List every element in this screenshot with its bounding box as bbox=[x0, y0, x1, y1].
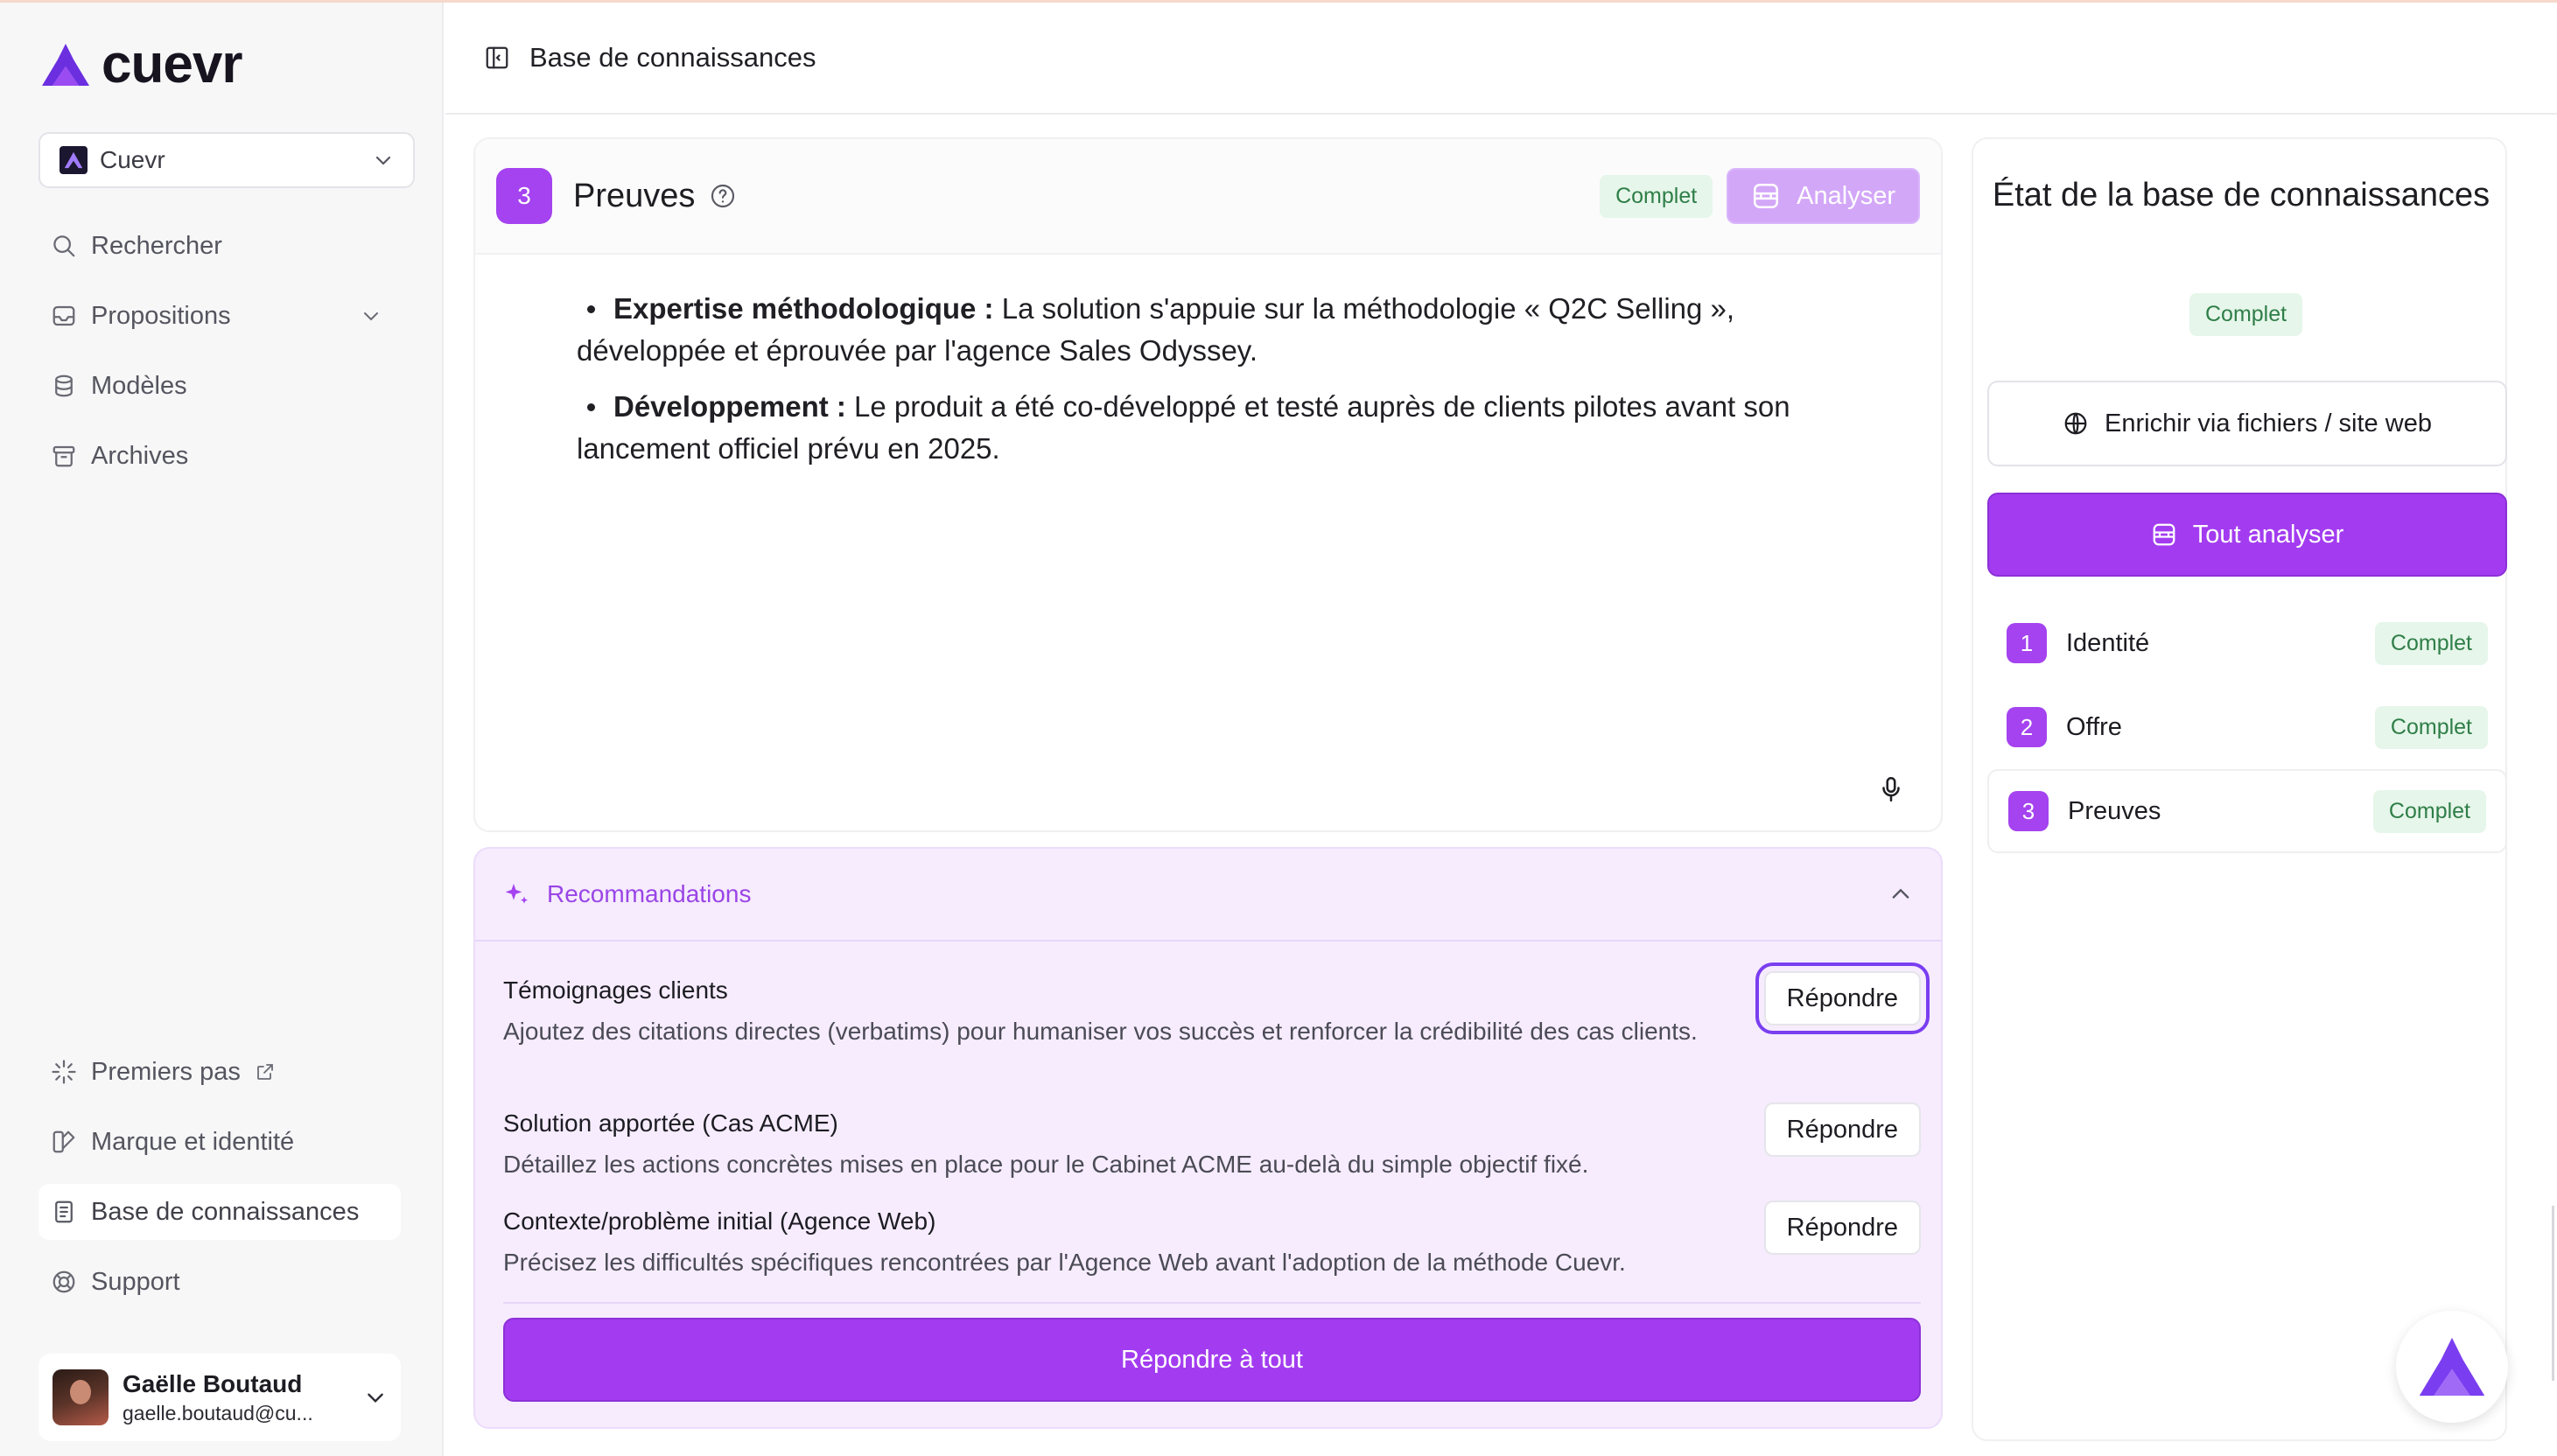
respond-button[interactable]: Répondre bbox=[1764, 971, 1921, 1026]
section-card bbox=[473, 137, 1943, 832]
recommendation-desc: Détaillez les actions concrètes mises en place pour le Cabinet ACME au-delà du simple objectif fixé. bbox=[503, 1151, 1589, 1178]
section-label: Preuves bbox=[2068, 796, 2161, 825]
app-logo[interactable] bbox=[40, 34, 242, 94]
analyze-all-label: Tout analyser bbox=[2192, 520, 2344, 549]
bullet-bold: Expertise méthodologique : bbox=[613, 292, 994, 325]
nav-archives[interactable] bbox=[39, 428, 401, 484]
lifebuoy-icon bbox=[51, 1269, 77, 1295]
recommendation-desc: Ajoutez des citations directes (verbatims) pour humaniser vos succès et renforcer la crédibilité des cas clients. bbox=[503, 1018, 1698, 1045]
section-number: 2 bbox=[2007, 707, 2047, 747]
app-logo-text: cuevr bbox=[102, 34, 242, 94]
recommendation-desc: Précisez les difficultés spécifiques rencontrées par l'Agence Web avant l'adoption de la méthode Cuevr. bbox=[503, 1249, 1626, 1276]
nav-label: Base de connaissances bbox=[91, 1197, 360, 1226]
external-link-icon bbox=[255, 1061, 276, 1082]
enrich-label: Enrichir via fichiers / site web bbox=[2105, 409, 2432, 438]
section-row-offre[interactable] bbox=[1987, 685, 2507, 769]
recommendations-panel bbox=[473, 847, 1943, 1429]
nav-label: Premiers pas bbox=[91, 1057, 241, 1086]
chevron-down-icon[interactable] bbox=[361, 305, 382, 326]
assistant-launcher-button[interactable] bbox=[2396, 1311, 2508, 1423]
nav-base-connaissances[interactable] bbox=[39, 1184, 401, 1240]
section-header bbox=[475, 139, 1941, 255]
analyze-icon bbox=[2151, 522, 2177, 548]
nav-label: Rechercher bbox=[91, 231, 222, 260]
section-row-identite[interactable] bbox=[1987, 601, 2507, 685]
recommendations-header[interactable] bbox=[475, 849, 1941, 942]
scrollbar[interactable] bbox=[2552, 1206, 2554, 1381]
nav-label: Support bbox=[91, 1267, 180, 1296]
user-name: Gaëlle Boutaud bbox=[123, 1369, 303, 1397]
avatar bbox=[53, 1369, 109, 1425]
bullet-bold: Développement : bbox=[613, 390, 846, 423]
analyze-all-button[interactable] bbox=[1987, 493, 2507, 577]
panel-title: État de la base de connaissances bbox=[1992, 177, 2490, 214]
recommendations-title: Recommandations bbox=[547, 880, 752, 907]
nav-premiers-pas[interactable] bbox=[39, 1044, 401, 1100]
status-badge: Complet bbox=[2189, 293, 2302, 336]
inbox-icon bbox=[51, 303, 77, 329]
nav-modeles[interactable] bbox=[39, 358, 401, 414]
user-menu[interactable] bbox=[39, 1354, 401, 1441]
section-number: 1 bbox=[2007, 623, 2047, 663]
section-row-preuves[interactable] bbox=[1987, 769, 2507, 853]
recommendation-item bbox=[503, 1110, 1921, 1181]
nav-rechercher[interactable] bbox=[39, 218, 401, 274]
enrich-button[interactable] bbox=[1987, 381, 2507, 466]
knowledge-status-panel bbox=[1972, 137, 2507, 1441]
brush-icon bbox=[51, 1129, 77, 1155]
status-badge: Complet bbox=[2373, 790, 2486, 833]
sidebar bbox=[0, 3, 444, 1456]
chevron-down-icon bbox=[373, 150, 394, 171]
help-icon[interactable] bbox=[709, 182, 737, 210]
archive-icon bbox=[51, 443, 77, 469]
nav-label: Marque et identité bbox=[91, 1127, 295, 1156]
divider bbox=[503, 1302, 1921, 1304]
nav-label: Modèles bbox=[91, 371, 187, 400]
workspace-name: Cuevr bbox=[100, 146, 165, 173]
analyze-button[interactable] bbox=[1727, 168, 1920, 224]
globe-icon bbox=[2063, 410, 2089, 437]
status-badge: Complet bbox=[2375, 622, 2488, 665]
recommendation-title: Témoignages clients bbox=[503, 976, 728, 1004]
section-number: 3 bbox=[2008, 791, 2049, 831]
section-label: Offre bbox=[2066, 712, 2122, 741]
step-badge: 3 bbox=[496, 168, 552, 224]
book-icon bbox=[51, 1199, 77, 1225]
status-badge: Complet bbox=[1600, 175, 1713, 218]
chevron-up-icon[interactable] bbox=[1888, 882, 1913, 906]
search-icon bbox=[51, 233, 77, 259]
analyze-label: Analyser bbox=[1797, 181, 1895, 210]
recommendation-item bbox=[503, 976, 1921, 1048]
section-content[interactable] bbox=[475, 255, 1941, 470]
recommendation-title: Contexte/problème initial (Agence Web) bbox=[503, 1208, 936, 1235]
user-email: gaelle.boutaud@cu... bbox=[123, 1401, 313, 1424]
nav-label: Archives bbox=[91, 441, 189, 470]
workspace-logo-icon bbox=[60, 146, 88, 174]
nav-label: Propositions bbox=[91, 301, 231, 330]
sidebar-toggle-icon[interactable] bbox=[484, 45, 510, 71]
section-label: Identité bbox=[2066, 628, 2150, 657]
page-title: Base de connaissances bbox=[529, 42, 816, 73]
section-title: Preuves bbox=[573, 177, 696, 214]
sparkle-icon bbox=[51, 1059, 77, 1085]
nav-support[interactable] bbox=[39, 1254, 401, 1310]
content-bullet bbox=[577, 386, 1941, 470]
recommendation-title: Solution apportée (Cas ACME) bbox=[503, 1110, 838, 1137]
cuevr-logo-icon bbox=[2417, 1335, 2487, 1398]
analyze-icon bbox=[1751, 181, 1781, 211]
sparkles-icon bbox=[503, 880, 531, 908]
answer-all-button[interactable]: Répondre à tout bbox=[503, 1318, 1921, 1402]
status-badge: Complet bbox=[2375, 706, 2488, 749]
database-icon bbox=[51, 373, 77, 399]
nav-propositions[interactable] bbox=[39, 288, 401, 344]
content-bullet bbox=[577, 288, 1941, 372]
chevron-down-icon bbox=[364, 1386, 387, 1409]
workspace-selector[interactable] bbox=[39, 132, 415, 188]
respond-button[interactable]: Répondre bbox=[1764, 1102, 1921, 1157]
page-header bbox=[445, 3, 2557, 115]
cuevr-logo-icon bbox=[40, 42, 91, 88]
bullet-text: La solution s'appuie sur la méthodologie « Q2C Selling », développée et éprouvée par l'agence Sales Odyssey. bbox=[577, 292, 1735, 367]
microphone-icon[interactable] bbox=[1876, 774, 1906, 804]
nav-marque-identite[interactable] bbox=[39, 1114, 401, 1170]
bullet-text: Le produit a été co-développé et testé auprès de clients pilotes avant son lancement officiel prévu en 2025. bbox=[577, 390, 1790, 465]
respond-button[interactable]: Répondre bbox=[1764, 1200, 1921, 1255]
recommendation-item bbox=[503, 1208, 1921, 1279]
